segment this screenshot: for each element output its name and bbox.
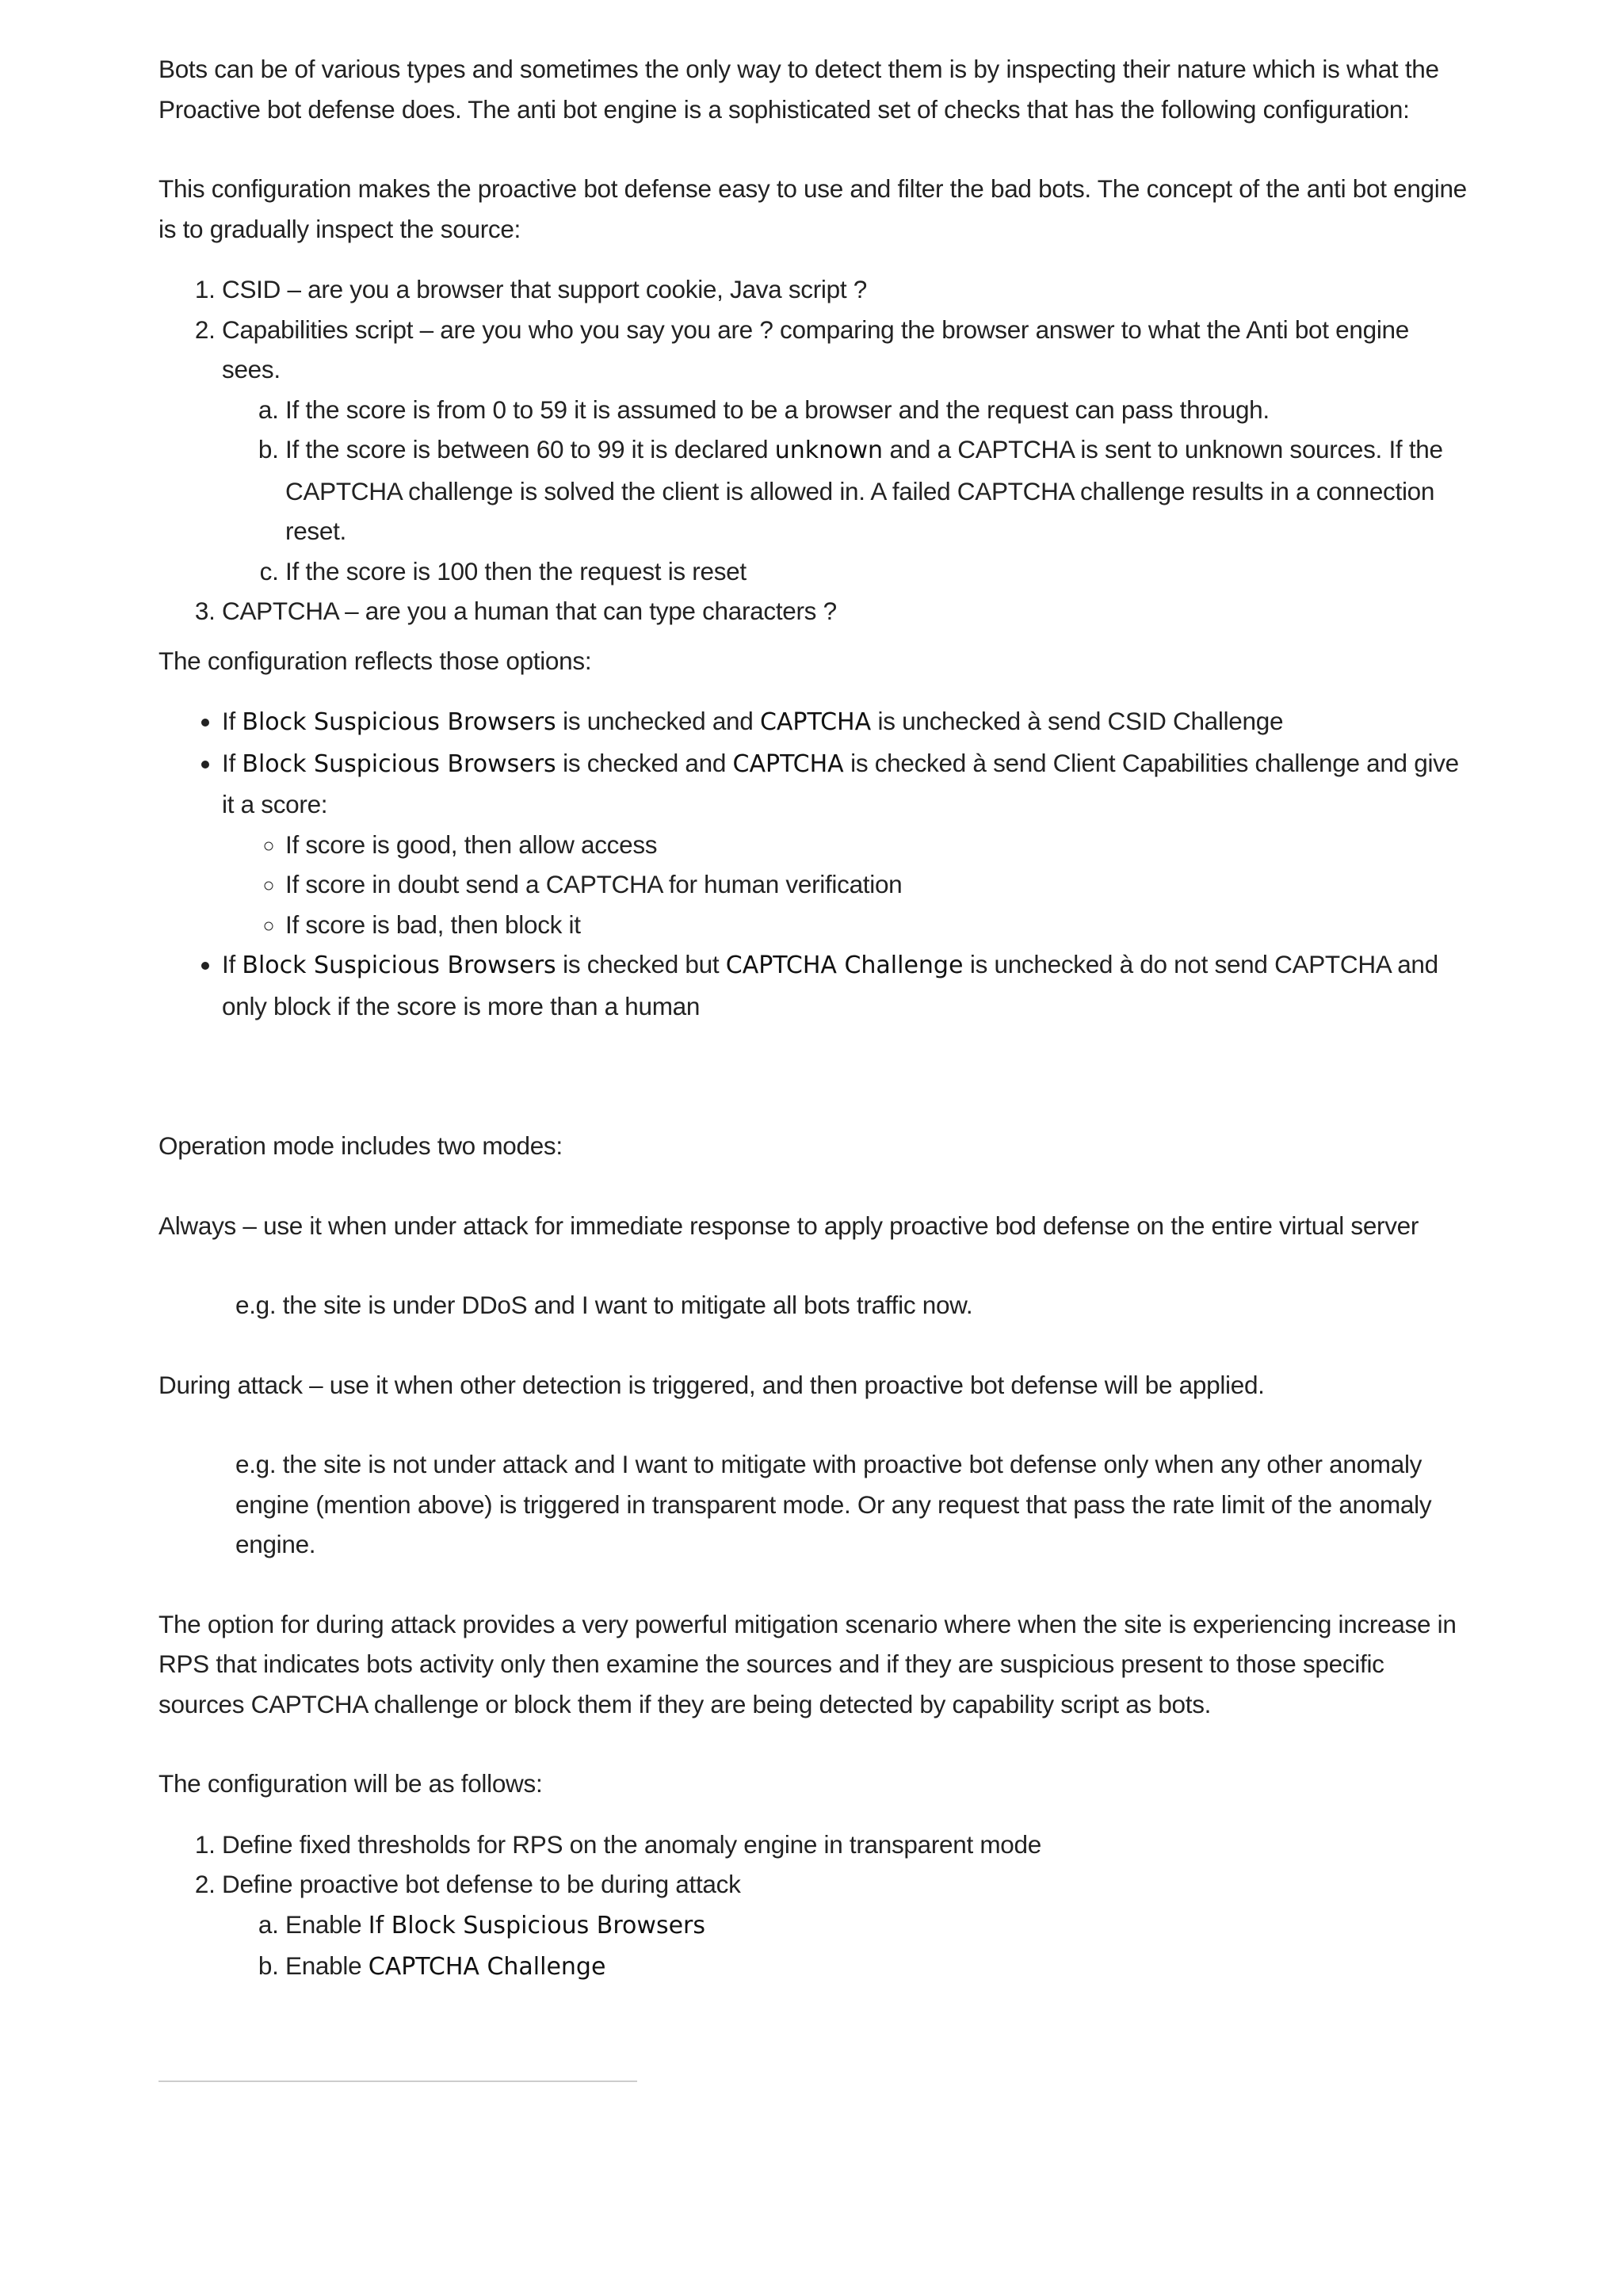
- summary-paragraph: The option for during attack provides a very powerful mitigation scenario where when the site is experiencing increase in RPS that indicates bots activity only then examine the sources and if they are suspicious present to those specific sources CAPTCHA challenge or block them if they are being detected by capability script as bots.: [158, 1609, 1457, 1718]
- list-item: • If Block Suspicious Browsers is checked and CAPTCHA is checked à send Client Capabilities challenge and give it a score: ◦ If score is good, then allow access ◦ If score in doubt send a CAPTCHA for human verification ◦ If score is bad, then block it: [222, 743, 1474, 945]
- ui-term: CAPTCHA: [732, 749, 844, 778]
- list-item: ◦ If score in doubt send a CAPTCHA for human verification: [285, 864, 1474, 905]
- list-item: a. Enable If Block Suspicious Browsers: [285, 1905, 1474, 1947]
- list-item: ◦ If score is bad, then block it: [285, 905, 1474, 945]
- ui-term: CAPTCHA Challenge: [725, 952, 964, 979]
- list-item: 2. Define proactive bot defense to be during attack a. Enable If Block Suspicious Browsers b. Enable CAPTCHA Challenge: [222, 1864, 1474, 1988]
- list-item: 3. CAPTCHA – are you a human that can type characters ?: [222, 591, 1474, 631]
- ui-term: If: [368, 1911, 391, 1939]
- list-item: 1. Define fixed thresholds for RPS on the anomaly engine in transparent mode: [222, 1825, 1474, 1865]
- score-sublist: [222, 390, 1474, 592]
- list-item: ◦ If score is good, then allow access: [285, 825, 1474, 865]
- list-item: b. If the score is between 60 to 99 it is declared unknown and a CAPTCHA is sent to unknown sources. If the CAPTCHA challenge is solved the client is allowed in. A failed CAPTCHA challenge results in a connection reset.: [285, 429, 1474, 551]
- list-item: b. Enable CAPTCHA Challenge: [285, 1946, 1474, 1988]
- modes-heading: Operation mode includes two modes:: [158, 1131, 563, 1160]
- document-body: [158, 49, 1474, 1988]
- always-mode-paragraph: Always – use it when under attack for immediate response to apply proactive bod defense on the entire virtual server: [158, 1211, 1419, 1240]
- config-sublist: [222, 1905, 1474, 1988]
- list-item: • If Block Suspicious Browsers is checked but CAPTCHA Challenge is unchecked à do not send CAPTCHA and only block if the score is more than a human: [222, 944, 1474, 1026]
- config-list: [158, 1825, 1474, 1988]
- checks-list: [158, 269, 1474, 631]
- during-attack-example: e.g. the site is not under attack and I want to mitigate with proactive bot defense only when any other anomaly engine (mention above) is triggered in transparent mode. Or any request that pass the rate limit of the anomaly engine.: [235, 1450, 1432, 1558]
- list-item: 2. Capabilities script – are you who you say you are ? comparing the browser answer to what the Anti bot engine sees. a. If the score is from 0 to 59 it is assumed to be a browser and the request can pass through. b. If the score is between 60 to 99 it is declared unknown and a CAPTCHA is sent to unknown sources. If the CAPTCHA challenge is solved the client is allowed in. A failed CAPTCHA challenge results in a connection reset. c. If the score is 100 then the request is reset: [222, 310, 1474, 592]
- ui-term: Block Suspicious Browsers: [391, 1911, 706, 1939]
- config-heading: The configuration will be as follows:: [158, 1769, 543, 1798]
- ui-term: Block Suspicious Browsers: [242, 952, 556, 979]
- ui-term: unknown: [774, 437, 884, 464]
- ui-term: CAPTCHA Challenge: [368, 1953, 606, 1981]
- during-attack-paragraph: During attack – use it when other detection is triggered, and then proactive bot defense will be applied.: [158, 1370, 1265, 1399]
- always-example: e.g. the site is under DDoS and I want to mitigate all bots traffic now.: [235, 1291, 973, 1319]
- options-heading: The configuration reflects those options:: [158, 646, 592, 675]
- ui-term: CAPTCHA: [759, 708, 872, 736]
- ui-term: Block Suspicious Browsers: [242, 749, 556, 778]
- list-item: a. If the score is from 0 to 59 it is assumed to be a browser and the request can pass through.: [285, 390, 1474, 430]
- footnote-divider: [158, 2081, 637, 2082]
- list-item: • If Block Suspicious Browsers is unchecked and CAPTCHA is unchecked à send CSID Challenge: [222, 701, 1474, 743]
- score-actions-sublist: [222, 825, 1474, 945]
- list-item: 1. CSID – are you a browser that support cookie, Java script ?: [222, 269, 1474, 310]
- intro-paragraph: Bots can be of various types and sometimes the only way to detect them is by inspecting their nature which is what the Proactive bot defense does. The anti bot engine is a sophisticated set of checks that has the following configuration:: [158, 55, 1439, 124]
- list-item: c. If the score is 100 then the request is reset: [285, 551, 1474, 592]
- options-list: [158, 701, 1474, 1026]
- concept-paragraph: This configuration makes the proactive bot defense easy to use and filter the bad bots. The concept of the anti bot engine is to gradually inspect the source:: [158, 174, 1467, 243]
- ui-term: Block Suspicious Browsers: [242, 708, 556, 736]
